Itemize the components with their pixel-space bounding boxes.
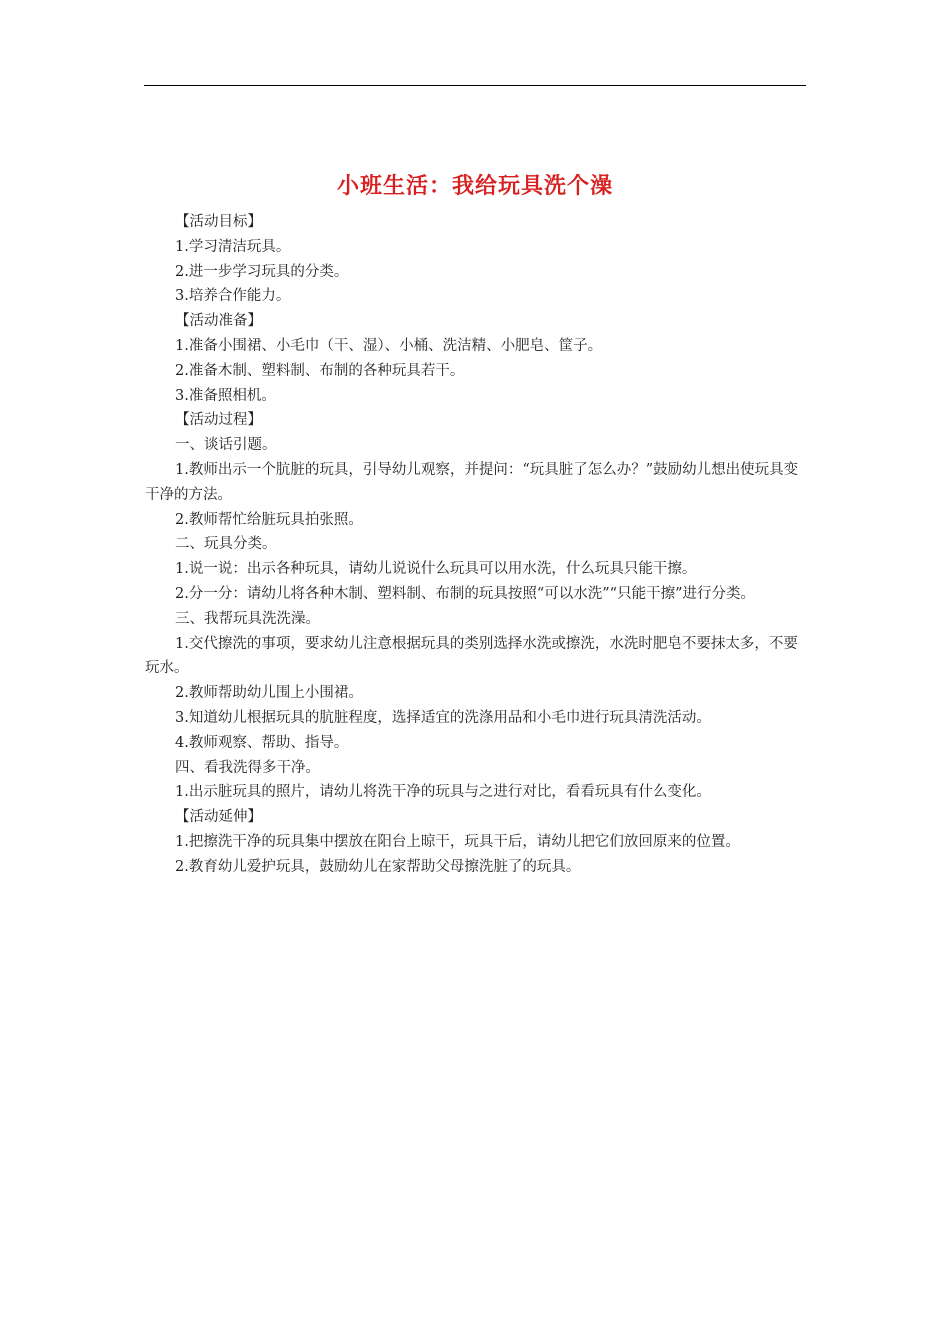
document-title: 小班生活：我给玩具洗个澡 — [336, 173, 613, 199]
process-step-heading: 一、谈话引题。 — [175, 437, 277, 454]
section-heading-process: 【活动过程】 — [175, 412, 262, 429]
process-item: 2.分一分：请幼儿将各种木制、塑料制、布制的玩具按照“可以水洗”“只能干擦”进行分类。 — [175, 585, 755, 602]
extension-item: 1.把擦洗干净的玩具集中摆放在阳台上晾干，玩具干后，请幼儿把它们放回原来的位置。 — [175, 833, 740, 850]
process-item: 2.教师帮忙给脏玩具拍张照。 — [175, 511, 363, 528]
preparation-item: 1.准备小围裙、小毛巾（干、湿）、小桶、洗洁精、小肥皂、筐子。 — [175, 337, 603, 354]
process-item: 1.教师出示一个肮脏的玩具，引导幼儿观察，并提问：“玩具脏了怎么办？”鼓励幼儿想出使玩具变干净的方法。 — [145, 461, 799, 503]
preparation-item: 3.准备照相机。 — [175, 387, 276, 404]
document-body — [145, 210, 825, 880]
process-item: 3.知道幼儿根据玩具的肮脏程度，选择适宜的洗涤用品和小毛巾进行玩具清洗活动。 — [175, 709, 711, 726]
process-step-heading: 三、我帮玩具洗洗澡。 — [175, 610, 320, 627]
process-step-heading: 二、玩具分类。 — [175, 536, 277, 553]
process-item: 1.出示脏玩具的照片，请幼儿将洗干净的玩具与之进行对比，看看玩具有什么变化。 — [175, 784, 711, 801]
process-item: 1.说一说：出示各种玩具，请幼儿说说什么玩具可以用水洗，什么玩具只能干擦。 — [175, 561, 697, 578]
goal-item: 2.进一步学习玩具的分类。 — [175, 263, 349, 280]
preparation-item: 2.准备木制、塑料制、布制的各种玩具若干。 — [175, 362, 465, 379]
section-heading-goals: 【活动目标】 — [175, 214, 262, 230]
goal-item: 3.培养合作能力。 — [175, 288, 291, 305]
process-step-heading: 四、看我洗得多干净。 — [175, 759, 320, 776]
process-item: 4.教师观察、帮助、指导。 — [175, 734, 349, 751]
header-rule — [144, 85, 806, 86]
extension-item: 2.教育幼儿爱护玩具，鼓励幼儿在家帮助父母擦洗脏了的玩具。 — [175, 858, 581, 875]
section-heading-preparation: 【活动准备】 — [175, 313, 262, 330]
section-heading-extension: 【活动延伸】 — [175, 809, 262, 826]
process-item: 2.教师帮助幼儿围上小围裙。 — [175, 685, 363, 702]
process-item: 1.交代擦洗的事项，要求幼儿注意根据玩具的类别选择水洗或擦洗，水洗时肥皂不要抹太多，不要玩水。 — [145, 635, 798, 677]
goal-item: 1.学习清洁玩具。 — [175, 238, 291, 255]
